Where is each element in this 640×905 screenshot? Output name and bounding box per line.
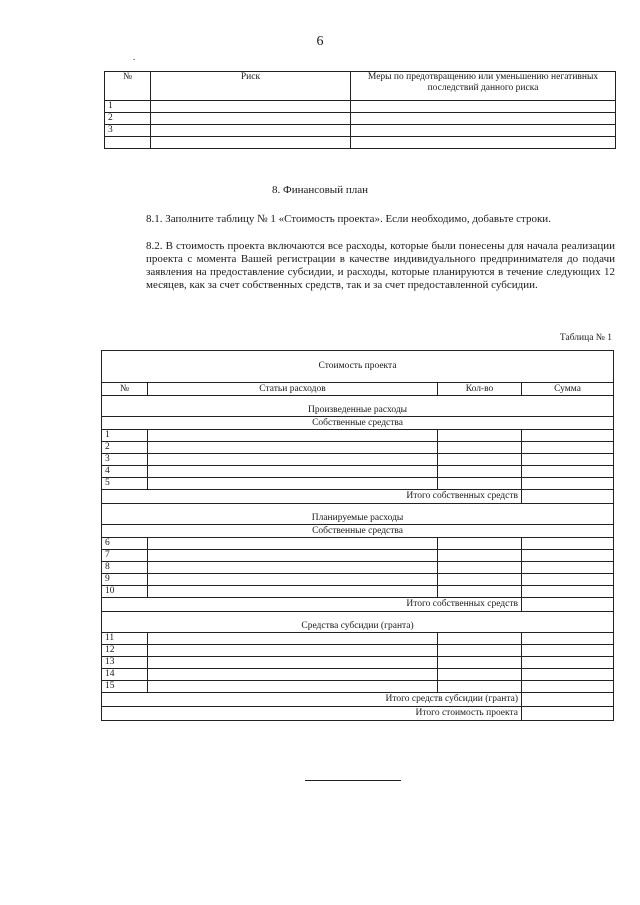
cost-col-items: Статьи расходов: [148, 383, 438, 396]
cost-table-header: [102, 383, 614, 396]
total-own-funds-2: [102, 598, 614, 612]
group-label: Средства субсидии (гранта): [102, 612, 614, 633]
stray-dot: .: [133, 52, 136, 62]
cost-row-number: 9: [102, 574, 148, 586]
group-planned-expenses: [102, 504, 614, 525]
footer-divider: [305, 780, 401, 781]
cost-table-title: Стоимость проекта: [102, 351, 614, 383]
total-label: Итого стоимость проекта: [102, 707, 522, 721]
group-label: Произведенные расходы: [102, 396, 614, 417]
risk-row-number: 1: [105, 101, 151, 113]
table-row: [102, 681, 614, 693]
total-label: Итого собственных средств: [102, 598, 522, 612]
cost-row-number: 12: [102, 645, 148, 657]
cost-row-number: 1: [102, 430, 148, 442]
group-subsidy-funds: [102, 612, 614, 633]
table-row: [105, 113, 616, 125]
cost-row-number: 10: [102, 586, 148, 598]
table-row: [102, 538, 614, 550]
cost-row-number: 4: [102, 466, 148, 478]
page-number: 6: [316, 34, 324, 49]
cost-row-number: 2: [102, 442, 148, 454]
total-own-funds-1: [102, 490, 614, 504]
risk-row-number: [105, 137, 151, 149]
subgroup-label: Собственные средства: [102, 417, 614, 430]
cost-row-number: 14: [102, 669, 148, 681]
table-row: [102, 586, 614, 598]
table-row: [102, 442, 614, 454]
paragraph-8-1: [117, 213, 615, 226]
cost-row-number: 6: [102, 538, 148, 550]
cost-col-quantity: Кол-во: [438, 383, 522, 396]
table-row: [102, 657, 614, 669]
table-row: [102, 633, 614, 645]
cost-col-number: №: [102, 383, 148, 396]
cost-row-number: 5: [102, 478, 148, 490]
paragraph-text: 8.2. В стоимость проекта включаются все расходы, которые были понесены для начала реализации проекта с момента Вашей регистрации в качестве индивидуального предпринимателя до подачи заявления на предоставление субсидии, и расходы, которые планируются в течение следующих 12 месяцев, как за счет собственных средств, так и за счет предоставленной субсидии.: [146, 240, 615, 291]
cost-table: [101, 350, 614, 721]
table-row: [102, 562, 614, 574]
section-title: 8. Финансовый план: [272, 184, 368, 196]
group-made-expenses: [102, 396, 614, 417]
risk-table: [104, 71, 616, 149]
risk-row-number: 2: [105, 113, 151, 125]
table-row: [102, 550, 614, 562]
table-row: [102, 478, 614, 490]
table-row: [102, 454, 614, 466]
table-caption: Таблица № 1: [559, 333, 612, 343]
table-row: [102, 645, 614, 657]
cost-row-number: 13: [102, 657, 148, 669]
subgroup-own-funds: [102, 417, 614, 430]
table-row: [105, 125, 616, 137]
risk-col-risk: Риск: [151, 72, 351, 101]
paragraph-text: 8.1. Заполните таблицу № 1 «Стоимость проекта». Если необходимо, добавьте строки.: [146, 213, 551, 225]
cost-col-amount: Сумма: [522, 383, 614, 396]
total-subsidy: [102, 693, 614, 707]
group-label: Планируемые расходы: [102, 504, 614, 525]
paragraph-8-2: [117, 240, 615, 292]
total-label: Итого средств субсидии (гранта): [102, 693, 522, 707]
cost-row-number: 11: [102, 633, 148, 645]
table-row: [105, 137, 616, 149]
table-row: [102, 466, 614, 478]
risk-row-number: 3: [105, 125, 151, 137]
risk-table-header: [105, 72, 616, 101]
total-project-cost: [102, 707, 614, 721]
total-label: Итого собственных средств: [102, 490, 522, 504]
cost-row-number: 7: [102, 550, 148, 562]
table-row: [102, 430, 614, 442]
subgroup-own-funds: [102, 525, 614, 538]
cost-row-number: 3: [102, 454, 148, 466]
cost-table-title-row: [102, 351, 614, 383]
subgroup-label: Собственные средства: [102, 525, 614, 538]
table-row: [102, 574, 614, 586]
risk-col-measures: Меры по предотвращению или уменьшению негативных последствий данного риска: [351, 72, 616, 101]
cost-row-number: 8: [102, 562, 148, 574]
table-row: [105, 101, 616, 113]
cost-row-number: 15: [102, 681, 148, 693]
risk-col-number: №: [105, 72, 151, 101]
table-row: [102, 669, 614, 681]
